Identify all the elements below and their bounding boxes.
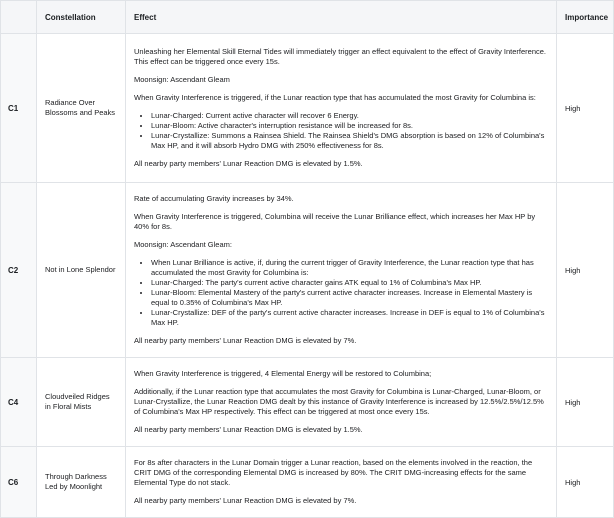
effect-list-item: • Lunar-Charged: Current active character will recover 6 Energy. [151, 111, 548, 121]
effect-list-item: • Lunar-Crystallize: Summons a Rainsea Shield. The Rainsea Shield's DMG absorption is based on 12% of Columbina's Max HP, and it will absorb Hydro DMG with 250% effectiveness for 8s. [151, 131, 548, 151]
effect-list [134, 258, 548, 328]
constellation-name-cell: Cloudveiled Ridges in Floral Mists [37, 358, 126, 447]
effect-paragraph: All nearby party members' Lunar Reaction DMG is elevated by 1.5%. [134, 425, 363, 434]
effect-cell [126, 34, 557, 183]
effect-paragraph: For 8s after characters in the Lunar Domain trigger a Lunar reaction, based on the elements involved in the reaction, the CRIT DMG of the corresponding Elemental DMG is increased by 80%. The CRIT DMG-increasing effects for the same Elemental Type do not stack. [134, 458, 533, 487]
effect-list-item: • Lunar-Charged: The party's current active character gains ATK equal to 1% of Columbina's Max HP. [151, 278, 548, 288]
importance-cell: High [557, 183, 614, 358]
table-row [1, 358, 614, 447]
effect-paragraph: When Gravity Interference is triggered, 4 Elemental Energy will be restored to Columbina; [134, 369, 432, 378]
column-header-id [1, 1, 37, 34]
constellation-id-cell: C1 [1, 34, 37, 183]
effect-paragraph: Additionally, if the Lunar reaction type that accumulates the most Gravity for Columbina is Lunar-Charged, Lunar-Bloom, or Lunar-Crystallize, the Lunar Reaction DMG dealt by this instance of Gravity Interference is increased by 12.5%/2.5%/12.5% of Columbina's Max HP respectively. This effect can be triggered at most once every 15s. [134, 387, 544, 416]
constellation-id-cell: C4 [1, 358, 37, 447]
table-row [1, 183, 614, 358]
column-header-constellation: Constellation [37, 1, 126, 34]
constellation-name-cell: Radiance Over Blossoms and Peaks [37, 34, 126, 183]
effect-paragraph: When Gravity Interference is triggered, if the Lunar reaction type that has accumulated the most Gravity for Columbina is: [134, 93, 536, 102]
constellation-id-cell: C6 [1, 447, 37, 518]
effect-paragraph: Moonsign: Ascendant Gleam: [134, 240, 232, 249]
column-header-importance: Importance [557, 1, 614, 34]
table-row [1, 34, 614, 183]
constellation-id-cell: C2 [1, 183, 37, 358]
column-header-effect: Effect [126, 1, 557, 34]
effect-paragraph: All nearby party members' Lunar Reaction DMG is elevated by 7%. [134, 336, 357, 345]
effect-paragraph: Rate of accumulating Gravity increases by 34%. [134, 194, 294, 203]
effect-cell [126, 183, 557, 358]
effect-cell [126, 447, 557, 518]
table-header [1, 1, 614, 34]
effect-paragraph: Moonsign: Ascendant Gleam [134, 75, 230, 84]
effect-paragraph: Unleashing her Elemental Skill Eternal Tides will immediately trigger an effect equivalent to the effect of Gravity Interference. This effect can be triggered once every 15s. [134, 47, 547, 66]
table-row [1, 447, 614, 518]
effect-list-item: • Lunar-Bloom: Active character's interruption resistance will be increased for 8s. [151, 121, 548, 131]
constellation-name-cell: Through Darkness Led by Moonlight [37, 447, 126, 518]
constellation-name-cell: Not in Lone Splendor [37, 183, 126, 358]
table-body [1, 34, 614, 518]
effect-paragraph: When Gravity Interference is triggered, Columbina will receive the Lunar Brilliance effect, which increases her Max HP by 40% for 8s. [134, 212, 536, 231]
effect-list-item: • Lunar-Crystallize: DEF of the party's current active character increases. Increase in DEF is equal to 1% of Columbina's Max HP. [151, 308, 548, 328]
importance-cell: High [557, 447, 614, 518]
importance-cell: High [557, 34, 614, 183]
effect-list-item: • When Lunar Brilliance is active, if, during the current trigger of Gravity Interference, the Lunar reaction type that has accumulated the most Gravity for Columbina is: [151, 258, 548, 278]
effect-list-item: • Lunar-Bloom: Elemental Mastery of the party's current active character increases. Increase in Elemental Mastery is equal to 0.35% of Columbina's Max HP. [151, 288, 548, 308]
table-header-row [1, 1, 614, 34]
effect-list [134, 111, 548, 151]
effect-paragraph: All nearby party members' Lunar Reaction DMG is elevated by 7%. [134, 496, 357, 505]
importance-cell: High [557, 358, 614, 447]
effect-cell [126, 358, 557, 447]
effect-paragraph: All nearby party members' Lunar Reaction DMG is elevated by 1.5%. [134, 159, 363, 168]
